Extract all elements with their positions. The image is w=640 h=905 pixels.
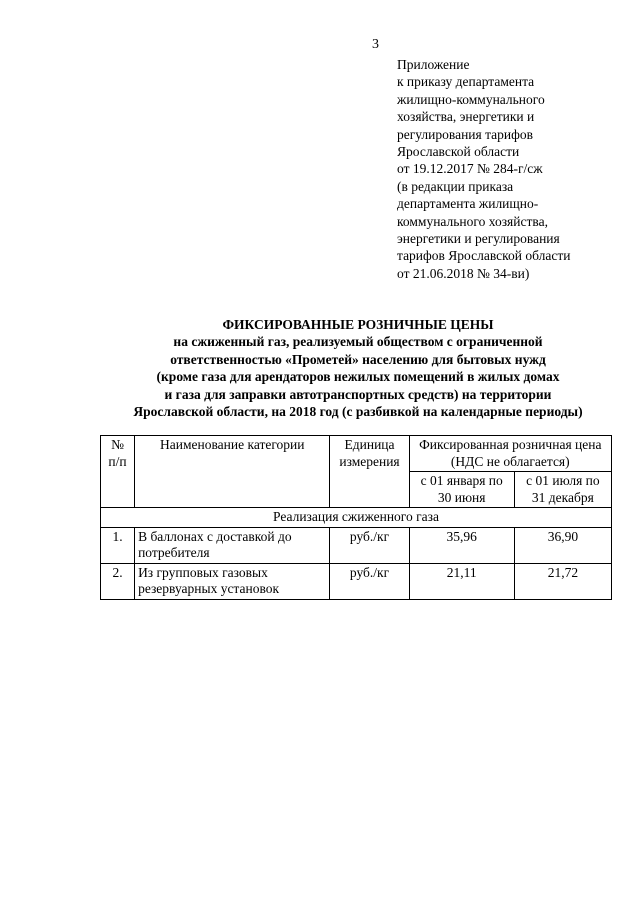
appendix-line: энергетики и регулирования <box>397 231 560 247</box>
document-title <box>96 316 620 420</box>
title-line: ответственностью «Прометей» населению для бытовых нужд <box>170 351 546 367</box>
page-number: 3 <box>372 37 379 52</box>
header-num: № п/п <box>101 436 135 508</box>
row-price-period-2: 36,90 <box>514 527 611 563</box>
appendix-line: Приложение <box>397 57 470 72</box>
price-table <box>100 435 612 600</box>
title-line: Ярославской области, на 2018 год (с разбивкой на календарные периоды) <box>133 404 583 420</box>
appendix-line: хозяйства, энергетики и <box>397 109 535 125</box>
table-header-row <box>101 436 612 472</box>
appendix-line: от 21.06.2018 № 34-ви) <box>397 265 530 281</box>
header-price-group: Фиксированная розничная цена (НДС не облагается) <box>409 436 611 472</box>
row-unit: руб./кг <box>330 527 409 563</box>
appendix-line: (в редакции приказа <box>397 178 514 194</box>
row-unit: руб./кг <box>330 563 409 599</box>
header-unit: Единица измерения <box>330 436 409 508</box>
table-row <box>101 527 612 563</box>
title-line: ФИКСИРОВАННЫЕ РОЗНИЧНЫЕ ЦЕНЫ <box>222 317 494 332</box>
appendix-block <box>397 56 627 282</box>
row-price-period-1: 35,96 <box>409 527 514 563</box>
row-name: Из групповых газовых резервуарных установок <box>135 563 330 599</box>
title-line: (кроме газа для арендаторов нежилых помещений в жилых домах <box>156 369 560 385</box>
appendix-line: к приказу департамента <box>397 74 535 90</box>
row-price-period-1: 21,11 <box>409 563 514 599</box>
appendix-line: коммунального хозяйства, <box>397 213 548 229</box>
appendix-line: Ярославской области <box>397 144 520 160</box>
header-name: Наименование категории <box>135 436 330 508</box>
appendix-line: тарифов Ярославской области <box>397 248 571 264</box>
row-num: 1. <box>101 527 135 563</box>
table-row <box>101 563 612 599</box>
appendix-line: от 19.12.2017 № 284-г/сж <box>397 161 543 177</box>
section-row <box>101 508 612 528</box>
header-period-1: с 01 января по 30 июня <box>409 472 514 508</box>
title-line: и газа для заправки автотранспортных средств) на территории <box>164 386 552 402</box>
section-label: Реализация сжиженного газа <box>101 508 612 528</box>
row-num: 2. <box>101 563 135 599</box>
appendix-line: регулирования тарифов <box>397 126 534 142</box>
appendix-line: департамента жилищно- <box>397 196 539 212</box>
header-period-2: с 01 июля по 31 декабря <box>514 472 611 508</box>
row-name: В баллонах с доставкой до потребителя <box>135 527 330 563</box>
row-price-period-2: 21,72 <box>514 563 611 599</box>
appendix-line: жилищно-коммунального <box>397 91 545 107</box>
title-line: на сжиженный газ, реализуемый обществом с ограниченной <box>173 334 543 350</box>
